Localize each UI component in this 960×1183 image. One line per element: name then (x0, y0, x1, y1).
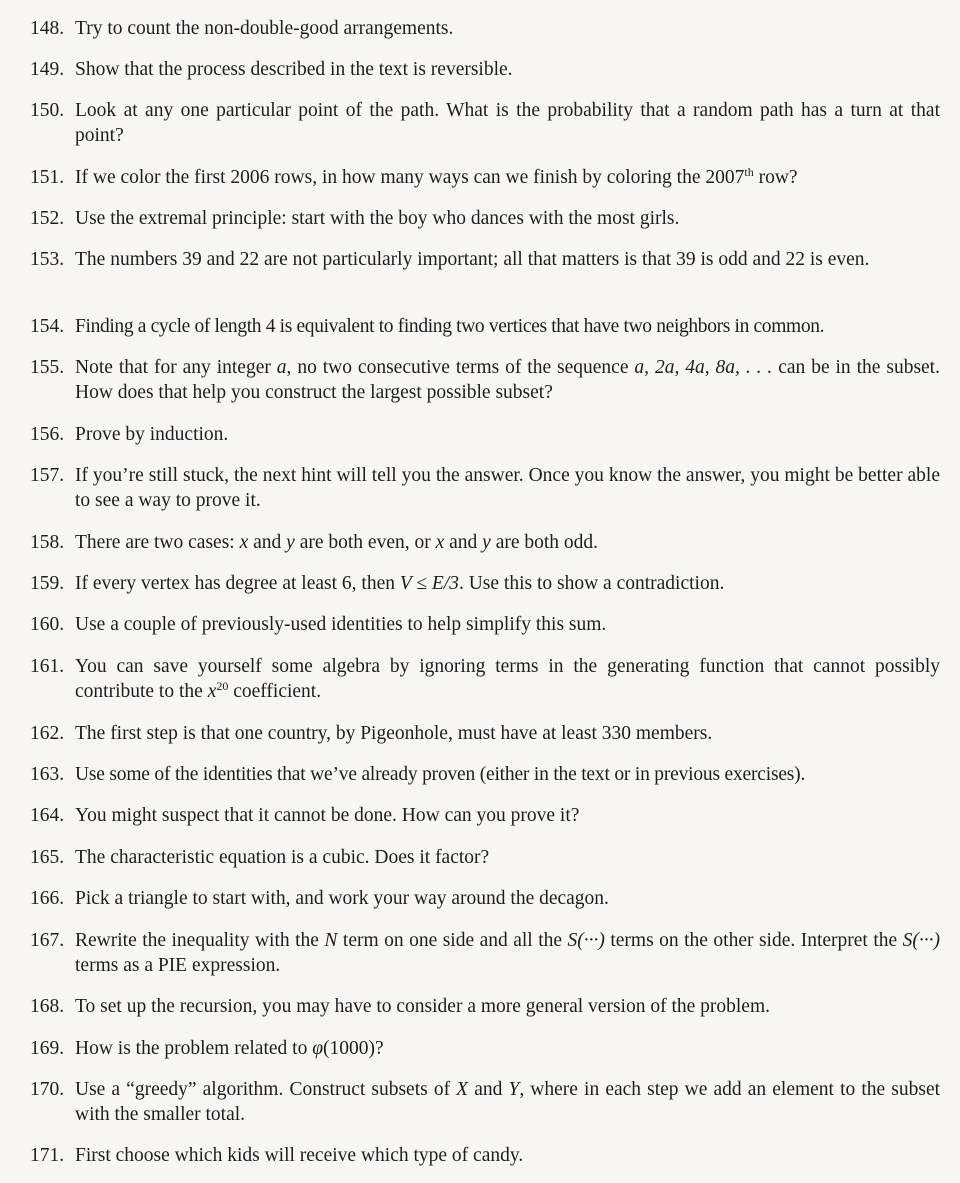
hint-number: 162. (30, 723, 65, 744)
hint-number: 168. (30, 996, 65, 1017)
hint-item (30, 98, 940, 148)
hint-item (30, 165, 940, 190)
hint-text: The first step is that one country, by Pigeonhole, must have at least 330 members. (75, 723, 713, 744)
hint-number: 154. (30, 316, 65, 337)
hint-number: 156. (30, 424, 65, 445)
hint-text: Rewrite the inequality with the N term on one side and all the S(···) terms on the other side. Interpret the S(···) terms as a PIE expression. (75, 930, 940, 976)
hint-item (30, 1036, 940, 1061)
hint-text: Finding a cycle of length 4 is equivalent to finding two vertices that have two neighbors in common. (75, 316, 825, 337)
hint-text: Prove by induction. (75, 424, 229, 445)
hint-item (30, 314, 940, 339)
hint-text: Use a couple of previously-used identities to help simplify this sum. (75, 614, 607, 635)
hint-text: First choose which kids will receive which type of candy. (75, 1145, 524, 1166)
hint-number: 171. (30, 1145, 65, 1166)
hint-item (30, 886, 940, 911)
hint-item (30, 571, 940, 596)
hint-text: If we color the first 2006 rows, in how many ways can we finish by coloring the 2007th row? (75, 165, 798, 188)
hint-item (30, 57, 940, 82)
hint-text: You can save yourself some algebra by ignoring terms in the generating function that cannot possibly contribute to the $x^{20}$ coefficient. (75, 656, 940, 702)
hint-number: 169. (30, 1038, 65, 1059)
hint-number: 159. (30, 573, 65, 594)
hint-item (30, 762, 940, 787)
hint-item (30, 247, 940, 272)
hint-number: 148. (30, 18, 65, 39)
hint-text: If you’re still stuck, the next hint will tell you the answer. Once you know the answer, you might be better able to see a way to prove it. (75, 465, 940, 511)
hint-number: 164. (30, 805, 65, 826)
hint-text: Try to count the non-double-good arrangements. (75, 18, 454, 39)
hint-number: 170. (30, 1079, 65, 1100)
hint-number: 165. (30, 847, 65, 868)
hint-number: 157. (30, 465, 65, 486)
hint-text: The numbers 39 and 22 are not particularly important; all that matters is that 39 is odd and 22 is even. (75, 249, 870, 270)
hint-item (30, 206, 940, 231)
hint-item (30, 1077, 940, 1127)
hint-text: How is the problem related to φ(1000)? (75, 1038, 384, 1059)
hint-text: Use some of the identities that we’ve already proven (either in the text or in previous exercises). (75, 764, 806, 785)
hint-number: 149. (30, 59, 65, 80)
hint-text: To set up the recursion, you may have to consider a more general version of the problem. (75, 996, 771, 1017)
hint-item (30, 721, 940, 746)
hint-item (30, 530, 940, 555)
hint-number: 151. (30, 167, 65, 188)
hint-text: Look at any one particular point of the path. What is the probability that a random path has a turn at that point? (75, 100, 940, 146)
hint-item (30, 928, 940, 978)
hint-number: 161. (30, 656, 65, 677)
hint-item (30, 16, 940, 41)
hint-number: 152. (30, 208, 65, 229)
hint-number: 150. (30, 100, 65, 121)
hint-number: 153. (30, 249, 65, 270)
hint-text: You might suspect that it cannot be done. How can you prove it? (75, 805, 580, 826)
hint-item (30, 803, 940, 828)
hint-text: There are two cases: x and y are both even, or x and y are both odd. (75, 532, 599, 553)
hint-item (30, 994, 940, 1019)
hint-item (30, 654, 940, 704)
hint-text: Use the extremal principle: start with the boy who dances with the most girls. (75, 208, 680, 229)
hint-item (30, 463, 940, 513)
hint-text: Note that for any integer a, no two consecutive terms of the sequence a, 2a, 4a, 8a, . . . can be in the subset. How does that help you construct the largest possible subset? (75, 357, 940, 403)
hint-item (30, 612, 940, 637)
hint-number: 160. (30, 614, 65, 635)
hint-number: 158. (30, 532, 65, 553)
hint-item (30, 1143, 940, 1168)
hint-text: If every vertex has degree at least 6, then V ≤ E/3. Use this to show a contradiction. (75, 573, 725, 594)
hint-text: Use a “greedy” algorithm. Construct subsets of X and Y, where in each step we add an element to the subset with the smaller total. (75, 1079, 941, 1125)
hint-item (30, 845, 940, 870)
hint-number: 167. (30, 930, 65, 951)
hint-item (30, 355, 940, 405)
hint-text: Show that the process described in the text is reversible. (75, 59, 513, 80)
hint-number: 166. (30, 888, 65, 909)
hint-text: The characteristic equation is a cubic. Does it factor? (75, 847, 490, 868)
hint-text: Pick a triangle to start with, and work your way around the decagon. (75, 888, 609, 909)
hint-number: 163. (30, 764, 65, 785)
hint-item (30, 422, 940, 447)
hint-number: 155. (30, 357, 65, 378)
